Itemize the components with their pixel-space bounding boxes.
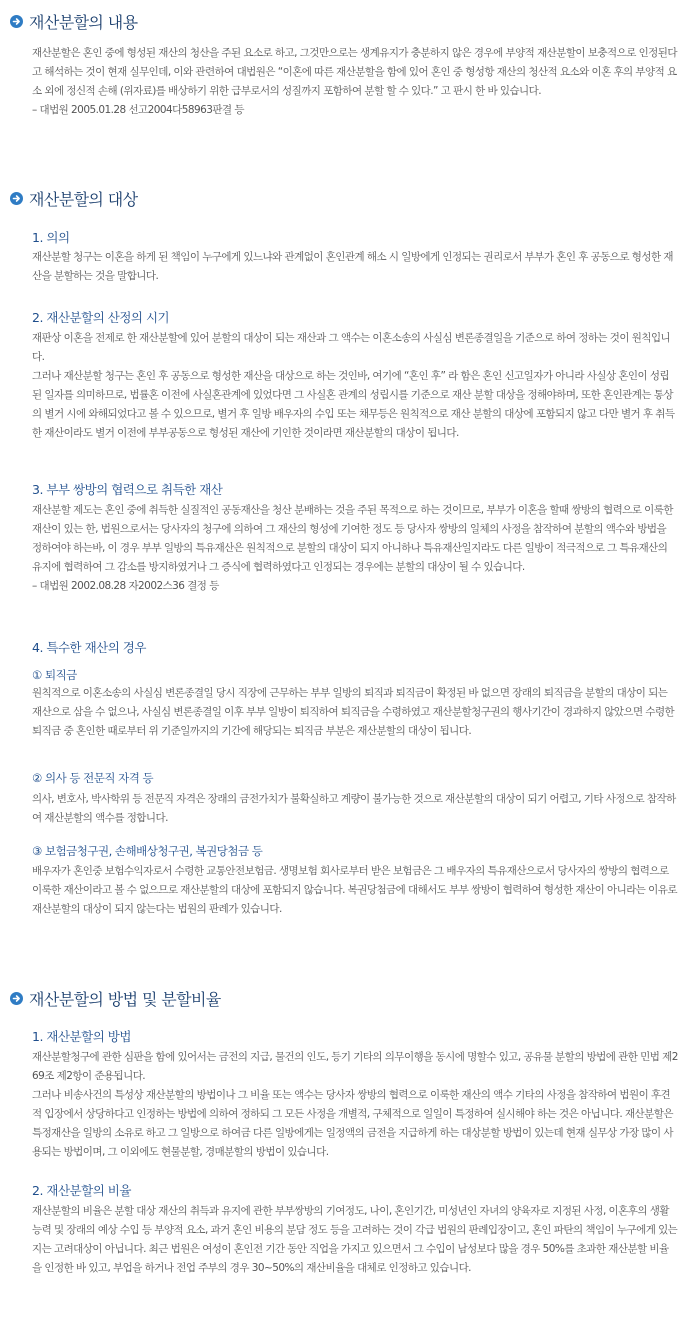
circle-arrow-icon xyxy=(10,15,23,28)
paragraph: 재산분할의 비율은 분할 대상 재산의 취득과 유지에 관한 부부쌍방의 기여정도, 나이, 혼인기간, 미성년인 자녀의 양육자로 지정된 사정, 이혼후의 생활능력 및 장래의 예상 수입 등 부양적 요소, 과거 혼인 비용의 분담 정도 등을 고려하는 것이 각급 법원의 판례입장이고, 혼인 파탄의 책임이 누구에게 있는지는 고려대상이 아닙니다. 최근 법원은 여성이 혼인전 기간 동안 직업을 가지고 있으면서 그 수입이 남성보다 많을 경우 50%를 초과한 재산분할 비율을 인정한 바 있고, 부업을 하거나 전업 주부의 경우 30~50%의 재산비율을 대체로 인정하고 있습니다. xyxy=(32,1205,678,1274)
item-body xyxy=(32,862,678,919)
item-body xyxy=(32,790,678,828)
paragraph: 재산분할 제도는 혼인 중에 취득한 실질적인 공동재산을 청산 분배하는 것을 주된 목적으로 하는 것이므로, 부부가 이혼을 할때 쌍방의 협력으로 이룩한 재산이 있는 한, 법원으로서는 당사자의 청구에 의하여 그 재산의 형성에 기여한 정도 등 당사자 쌍방의 일체의 사정을 참작하여 분할의 액수와 방법을 정하여야 하는바, 이 경우 부부 일방의 특유재산은 원칙적으로 분할의 대상이 되지 아니하나 특유재산일지라도 다른 일방이 적극적으로 그 특유재산의 유지에 협력하여 그 감소를 방지하였거나 그 증식에 협력하였다고 인정되는 경우에는 분할의 대상이 될 수 있습니다. xyxy=(32,504,673,573)
subsection-body xyxy=(32,501,678,596)
section-title: 재산분할의 방법 및 분할비율 xyxy=(29,989,221,1009)
paragraph: 재산분할 청구는 이혼을 하게 된 책임이 누구에게 있느냐와 관계없이 혼인관계 해소 시 일방에게 인정되는 권리로서 부부가 혼인 후 공동으로 형성한 재산을 분할하는 것을 말합니다. xyxy=(32,251,673,282)
item-body xyxy=(32,684,678,741)
paragraph: 재산분할청구에 관한 심판을 함에 있어서는 금전의 지급, 물건의 인도, 등기 기타의 의무이행을 동시에 명할수 있고, 공유물 분할의 방법에 관한 민법 제269조 제2항이 준용됩니다. xyxy=(32,1051,678,1082)
section-body xyxy=(32,44,678,120)
subsection-title: 1. 재산분할의 방법 xyxy=(32,1029,131,1044)
paragraph: 배우자가 혼인중 보험수익자로서 수령한 교통안전보험금. 생명보험 회사로부터 받은 보험금은 그 배우자의 특유재산으로서 당사자의 쌍방의 협력으로 이룩한 재산이라고 볼 수 없으므로 재산분할의 대상에 포함되지 않습니다. 복권당첨금에 대해서도 부부 쌍방이 협력하여 형성한 재산이 아니라는 이유로 재산분할의 대상이 되지 않는다는 법원의 판례가 있습니다. xyxy=(32,865,677,915)
circle-arrow-icon xyxy=(10,992,23,1005)
paragraph: 재산분할은 혼인 중에 형성된 재산의 청산을 주된 요소로 하고, 그것만으로는 생계유지가 충분하지 않은 경우에 부양적 재산분할이 보충적으로 인정된다고 해석하는 것이 현재 실무인데, 이와 관련하여 대법원은 “이혼에 따른 재산분할을 함에 있어 혼인 중 형성항 재산의 청산적 요소와 이혼 후의 부양적 요소 외에 정신적 손해 (위자료)를 배상하기 위한 급부로서의 성질까지 포함하여 분할 할 수 있다.” 고 판시 한 바 있습니다. xyxy=(32,47,677,97)
section-heading xyxy=(10,986,221,1010)
subsection-title: 4. 특수한 재산의 경우 xyxy=(32,640,146,655)
subsection-title: 3. 부부 쌍방의 협력으로 취득한 재산 xyxy=(32,482,223,497)
item-title: ① 퇴직금 xyxy=(32,668,77,682)
subsection-title: 2. 재산분할의 비율 xyxy=(32,1183,131,1198)
subsection-title: 2. 재산분할의 산정의 시기 xyxy=(32,310,170,325)
section-title: 재산분할의 내용 xyxy=(29,12,138,32)
section-heading xyxy=(10,186,137,210)
subsection-body xyxy=(32,329,678,443)
item-title: ③ 보험금청구권, 손해배상청구권, 복권당첨금 등 xyxy=(32,844,263,858)
item-title: ② 의사 등 전문직 자격 등 xyxy=(32,771,154,785)
paragraph: 의사, 변호사, 박사학위 등 전문직 자격은 장래의 금전가치가 불확실하고 계량이 불가능한 것으로 재산분할의 대상이 되기 어렵고, 기타 사정으로 참작하여 재산분할의 액수를 정합니다. xyxy=(32,793,676,824)
section-title: 재산분할의 대상 xyxy=(29,189,138,209)
case-citation: – 대법원 2002.08.28 자2002스36 결정 등 xyxy=(32,580,219,592)
case-citation: – 대법원 2005.01.28 선고2004다58963판결 등 xyxy=(32,104,244,116)
subsection-body xyxy=(32,1048,678,1162)
subsection-body xyxy=(32,1202,678,1278)
section-heading xyxy=(10,9,137,33)
paragraph: 원칙적으로 이혼소송의 사실심 변론종결일 당시 직장에 근무하는 부부 일방의 퇴직과 퇴직금이 확정된 바 없으면 장래의 퇴직금을 분할의 대상이 되는 재산으로 삼을 수 없으나, 사실심 변론종결일 이후 부부 일방이 퇴직하여 퇴직금을 수령하였고 재산분할청구권의 행사기간이 경과하지 않았으면 수령한 퇴직금 중 혼인한 때로부터 위 기준일까지의 기간에 해당되는 퇴직금 부분은 재산분할의 대상이 됩니다. xyxy=(32,687,675,737)
paragraph: 그러나 재산분할 청구는 혼인 후 공동으로 형성한 재산을 대상으로 하는 것인바, 여기에 “혼인 후” 라 함은 혼인 신고일자가 아니라 사실상 혼인이 성립된 일자를 의미하므로, 법률혼 이전에 사실혼관계에 있었다면 그 사실혼 관계의 성립시를 기준으로 재산 분할 대상을 정해야하며, 또한 혼인관계는 통상의 별거 시에 와해되었다고 볼 수 있으므로, 별거 후 일방 배우자의 수입 또는 채무등은 원칙적으로 재산 분할의 대상에 포함되지 않고 다만 별거 후 취득한 재산이라도 별거 이전에 부부공동으로 형성된 재산에 기인한 것이라면 재산분할의 대상이 됩니다. xyxy=(32,370,675,439)
paragraph: 그러나 비송사건의 특성상 재산분할의 방법이나 그 비율 또는 액수는 당사자 쌍방의 협력으로 이룩한 재산의 액수 기타의 사정을 참작하여 법원이 후견적 입장에서 상당하다고 인정하는 방법에 의하여 정하되 그 모든 사정을 개별적, 구체적으로 일일이 특정하여 실시해야 하는 것은 아닙니다. 재산분할은 특정재산을 일방의 소유로 하고 그 일방으로 하여금 다른 일방에게는 일정액의 금전을 지급하게 하는 대상분할 방법이 있는데 현재 실무상 가장 많이 사용되는 방법이며, 그 이외에도 현물분할, 경매분할의 방법이 있습니다. xyxy=(32,1089,673,1158)
subsection-body xyxy=(32,248,678,286)
subsection-title: 1. 의의 xyxy=(32,230,70,245)
paragraph: 재판상 이혼을 전제로 한 재산분할에 있어 분할의 대상이 되는 재산과 그 액수는 이혼소송의 사실심 변론종결일을 기준으로 하여 정하는 것이 원칙입니다. xyxy=(32,332,671,363)
circle-arrow-icon xyxy=(10,192,23,205)
